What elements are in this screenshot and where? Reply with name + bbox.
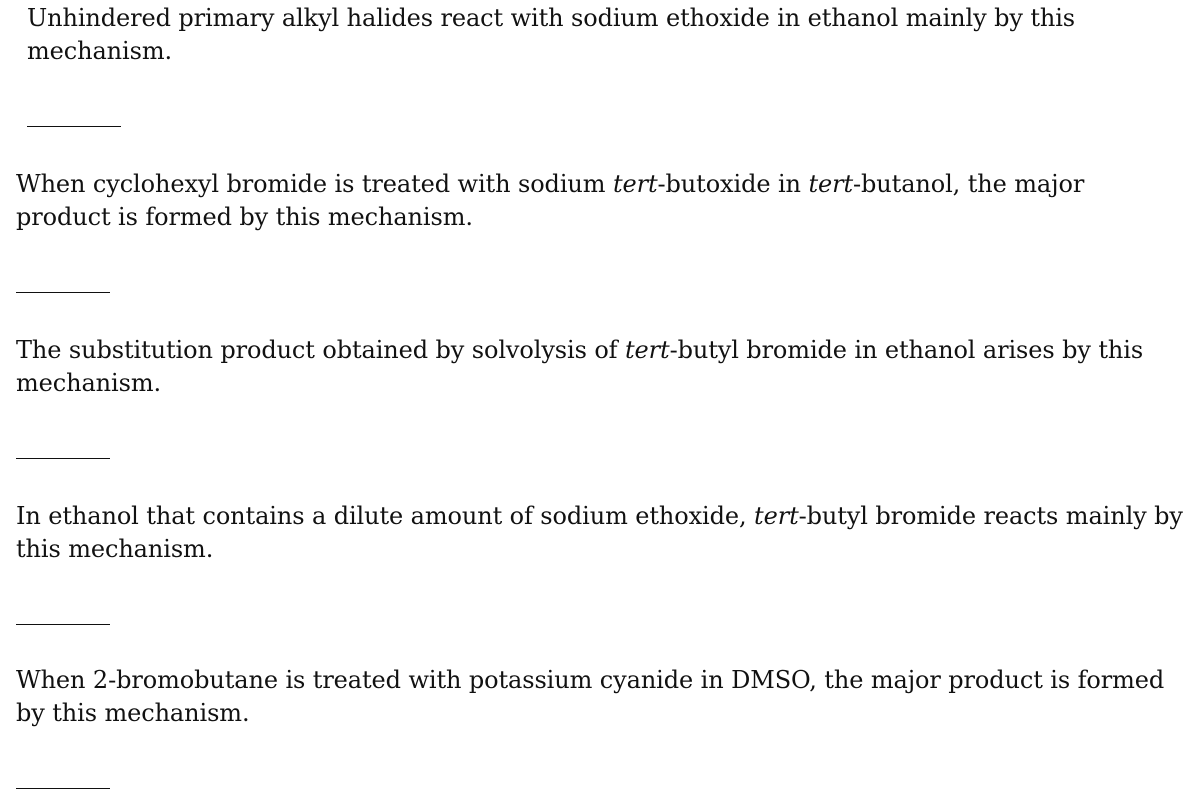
question-3-text (16, 334, 1186, 400)
question-4-seg-0: In ethanol that contains a dilute amount of sodium ethoxide, (16, 502, 755, 530)
answer-blank-4[interactable] (16, 624, 110, 625)
question-1-seg-0: Unhindered primary alkyl halides react with sodium ethoxide in ethanol mainly by this mechanism. (27, 4, 1076, 65)
answer-blank-3[interactable] (16, 458, 110, 459)
question-2-text (16, 168, 1186, 234)
question-2-seg-2: -butoxide in (657, 170, 809, 198)
answer-blank-2[interactable] (16, 292, 110, 293)
question-1-text (27, 2, 1177, 68)
question-2-seg-4: -butanol, the major product is formed by this mechanism. (16, 170, 1085, 231)
answer-blank-1[interactable] (27, 126, 121, 127)
question-4-seg-1: tert (754, 502, 799, 530)
question-4-seg-2: -butyl bromide reacts mainly by this mechanism. (16, 502, 1183, 563)
question-1 (27, 2, 1177, 68)
question-5-text (16, 664, 1186, 730)
question-5 (16, 664, 1186, 730)
question-2-seg-1: tert (612, 170, 658, 198)
question-4 (16, 500, 1186, 566)
question-4-text (16, 500, 1186, 566)
question-3-seg-1: tert (624, 336, 670, 364)
question-2-seg-0: When cyclohexyl bromide is treated with sodium (16, 170, 613, 198)
question-3 (16, 334, 1186, 400)
answer-blank-5[interactable] (16, 788, 110, 789)
question-3-seg-0: The substitution product obtained by solvolysis of (16, 336, 625, 364)
question-2-seg-3: tert (808, 170, 854, 198)
question-3-seg-2: -butyl bromide in ethanol arises by this mechanism. (16, 336, 1144, 397)
question-2 (16, 168, 1186, 234)
question-5-seg-0: When 2-bromobutane is treated with potassium cyanide in DMSO, the major product is formed by this mechanism. (16, 666, 1165, 727)
